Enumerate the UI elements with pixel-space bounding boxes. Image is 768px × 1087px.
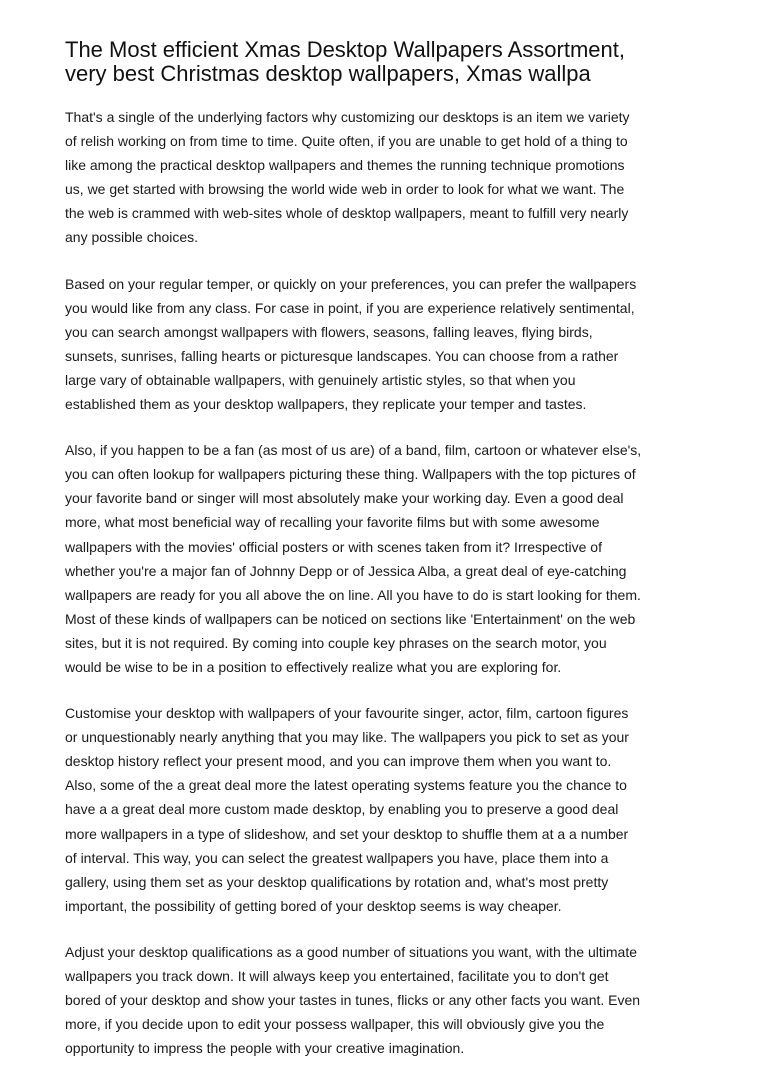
paragraph-5: Adjust your desktop qualifications as a good number of situations you want, with the ultimate wallpapers you track down. It will always keep you entertained, facilitate you to don't get bored of your desktop and show your tastes in tunes, flicks or any other facts you want. Even more, if you decide upon to edit your possess wallpaper, this will obviously give you the opportunity to impress the people with your creative imagination. (65, 943, 641, 1057)
document-body (65, 105, 715, 1060)
paragraph-1: That's a single of the underlying factors why customizing our desktops is an item we variety of relish working on from time to time. Quite often, if you are unable to get hold of a thing to like among the practical desktop wallpapers and themes the running technique promotions us, we get started with browsing the world wide web in order to look for what we want. The the web is crammed with web-sites whole of desktop wallpapers, meant to fulfill very nearly any possible choices. (65, 109, 630, 246)
paragraph-4: Customise your desktop with wallpapers of your favourite singer, actor, film, cartoon figures or unquestionably nearly anything that you may like. The wallpapers you pick to set as your desktop history reflect your present mood, and you can improve them when you want to. Also, some of the a great deal more the latest operating systems feature you the chance to have a a great deal more custom made desktop, by enabling you to preserve a good deal more wallpapers in a type of slideshow, and set your desktop to shuffle them at a a number of interval. This way, you can select the greatest wallpapers you have, place them into a gallery, using them set as your desktop qualifications by rotation and, what's most pretty important, the possibility of getting bored of your desktop seems is way cheaper. (65, 705, 629, 914)
paragraph-2: Based on your regular temper, or quickly on your preferences, you can prefer the wallpapers you would like from any class. For case in point, if you are experience relatively sentimental, you can search amongst wallpapers with flowers, seasons, falling leaves, flying birds, sunsets, sunrises, falling hearts or picturesque landscapes. You can choose from a rather large vary of obtainable wallpapers, with genuinely artistic styles, so that when you established them as your desktop wallpapers, they replicate your temper and tastes. (65, 275, 637, 413)
document-page (65, 38, 715, 1082)
paragraph-3: Also, if you happen to be a fan (as most of us are) of a band, film, cartoon or whatever else's, you can often lookup for wallpapers picturing these thing. Wallpapers with the top pictures of your favorite band or singer will most absolutely make your working day. Even a good deal more, what most beneficial way of recalling your favorite films but with some awesome wallpapers with the movies' official posters or with scenes taken from it? Irrespective of whether you're a major fan of Johnny Depp or of Jessica Alba, a great deal of eye-catching wallpapers are ready for you all above the on line. All you have to do is start looking for them. Most of these kinds of wallpapers can be noticed on sections like 'Entertainment' on the web sites, but it is not required. By coming into couple key phrases on the search motor, you would be wise to be in a position to effectively realize what you are exploring for. (65, 442, 642, 675)
page-title: The Most efficient Xmas Desktop Wallpapers Assortment, very best Christmas desktop wallpapers, Xmas wallpa (65, 37, 626, 86)
